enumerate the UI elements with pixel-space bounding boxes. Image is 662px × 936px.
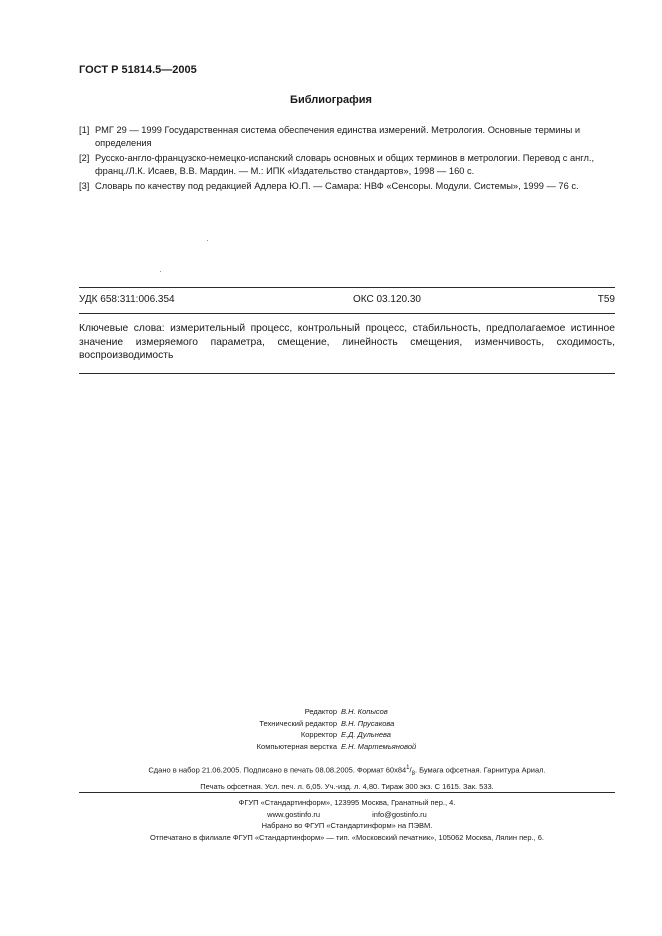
print-info	[79, 763, 615, 792]
oks-code: ОКС 03.120.30	[353, 294, 421, 305]
credit-name: В.Н. Копысов	[341, 707, 388, 716]
bibliography-list	[79, 124, 617, 196]
divider-top	[79, 287, 615, 288]
publisher-block	[79, 797, 615, 843]
print-info-text: . Бумага офсетная. Гарнитура Ариал.	[414, 765, 546, 775]
printing-note: Отпечатано в филиале ФГУП «Стандартинформ» — тип. «Московский печатник», 105062 Москва, Лялин пер., 6.	[149, 832, 545, 842]
credits-block	[230, 706, 460, 752]
credit-line	[230, 729, 460, 741]
format-fraction-denominator: 8	[411, 771, 415, 777]
format-fraction-numerator: 1	[406, 765, 410, 771]
bibliography-item-text: РМГ 29 — 1999 Государственная система обеспечения единства измерений. Метрология. Основные термины и определения	[95, 125, 581, 148]
bibliography-item	[79, 124, 617, 149]
credit-name: В.Н. Прусакова	[341, 718, 395, 728]
bibliography-item-number: [2]	[79, 153, 90, 163]
scan-speck	[207, 240, 208, 241]
credit-name: Е.Д. Дульнева	[341, 730, 391, 739]
bibliography-title: Библиография	[290, 94, 372, 106]
classification-row	[79, 294, 615, 308]
publisher-email: info@gostinfo.ru	[372, 809, 427, 819]
credit-role: Редактор	[304, 707, 337, 716]
udk-code: УДК 658:311:006.354	[79, 294, 175, 305]
bibliography-item-text: Словарь по качеству под редакцией Адлера Ю.П. — Самара: НВФ «Сенсоры. Модули. Системы», 1999 — 76 с.	[95, 181, 579, 191]
credit-name: Е.Н. Мартемьяновой	[341, 741, 417, 751]
group-code: Т59	[597, 294, 615, 305]
publisher-contacts	[79, 809, 615, 821]
divider-footer	[79, 792, 615, 793]
credit-role: Компьютерная верстка	[256, 741, 337, 751]
bibliography-item-text: Русско-англо-французско-немецко-испанский словарь основных и общих терминов в метрологии. Перевод с англ., франц./Л.К. Исаев, В.В. Мардин. — М.: ИПК «Издательство стандартов», 1998 — 160 с.	[95, 153, 595, 176]
credit-line	[230, 741, 460, 753]
credit-line	[230, 718, 460, 730]
print-info-line: Печать офсетная. Усл. печ. л. 6,05. Уч.-изд. л. 4,80. Тираж 300 экз. С 1615. Зак. 533.	[200, 781, 494, 791]
credit-line	[230, 706, 460, 718]
bibliography-item	[79, 152, 617, 177]
typeset-note: Набрано во ФГУП «Стандартинформ» на ПЭВМ.	[261, 821, 433, 830]
divider-bottom	[79, 373, 615, 374]
bibliography-item-number: [3]	[79, 181, 90, 191]
credit-role: Технический редактор	[259, 718, 337, 728]
document-code: ГОСТ Р 51814.5—2005	[79, 64, 197, 76]
divider-middle	[79, 313, 615, 314]
bibliography-item	[79, 180, 617, 193]
print-info-text: Сдано в набор 21.06.2005. Подписано в печать 08.08.2005. Формат 60х84	[148, 765, 407, 775]
bibliography-item-number: [1]	[79, 125, 90, 135]
print-info-line: Сдано в набор 21.06.2005. Подписано в печать 08.08.2005. Формат $60х84^1/_8$. Бумага офсетная. Гарнитура Ариал.	[148, 765, 546, 777]
publisher-address: ФГУП «Стандартинформ», 123995 Москва, Гранатный пер., 4.	[238, 798, 456, 807]
scan-speck	[160, 271, 161, 272]
keywords: Ключевые слова: измерительный процесс, контрольный процесс, стабильность, предполагаемое истинное значение измеряемого параметра, смещение, линейность смещения, изменчивость, сходимость, воспроизводимость	[79, 323, 615, 361]
publisher-website: www.gostinfo.ru	[267, 809, 321, 819]
credit-role: Корректор	[300, 730, 337, 739]
